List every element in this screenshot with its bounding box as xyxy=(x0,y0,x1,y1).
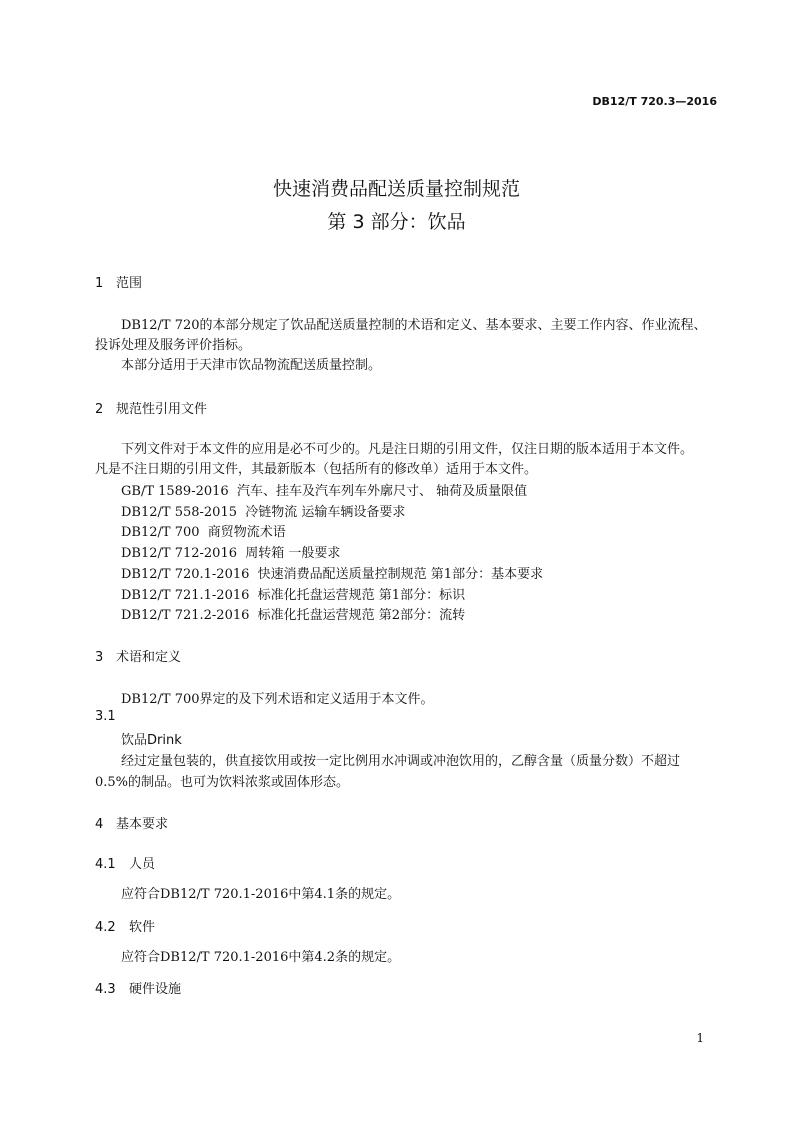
section-4-heading xyxy=(95,813,168,832)
subsection-number: 4.2 xyxy=(95,920,116,935)
reference-item xyxy=(121,521,286,540)
section-number: 2 xyxy=(95,402,104,417)
section-title: 规范性引用文件 xyxy=(116,402,208,417)
section-title: 术语和定义 xyxy=(116,650,182,665)
reference-item xyxy=(121,480,527,499)
reference-code: GB/T 1589-2016 xyxy=(121,484,229,499)
reference-code: DB12/T 700 xyxy=(121,525,200,540)
reference-name: 标准化托盘运营规范 第1部分：标识 xyxy=(257,588,466,603)
subsection-4-2-heading xyxy=(95,916,155,935)
reference-item xyxy=(121,604,465,623)
reference-name: 冷链物流 运输车辆设备要求 xyxy=(245,505,406,520)
section-title: 基本要求 xyxy=(116,817,169,832)
reference-code: DB12/T 558-2015 xyxy=(121,505,237,520)
section-2-heading xyxy=(95,398,207,417)
page-number: 1 xyxy=(696,1031,704,1045)
subsection-title: 软件 xyxy=(129,920,156,935)
reference-name: 商贸物流术语 xyxy=(207,525,286,540)
reference-name: 标准化托盘运营规范 第2部分：流转 xyxy=(257,608,466,623)
paragraph: DB12/T 700界定的及下列术语和定义适用于本文件。 xyxy=(121,692,434,707)
subsection-number: 4.1 xyxy=(95,857,116,872)
paragraph: 应符合DB12/T 720.1-2016中第4.1条的规定。 xyxy=(121,887,401,902)
section-title: 范围 xyxy=(116,276,143,291)
reference-item xyxy=(121,501,405,520)
subsection-title: 人员 xyxy=(129,857,156,872)
standard-number: DB12/T 720.3—2016 xyxy=(592,95,717,108)
reference-item xyxy=(121,542,340,561)
term-number: 3.1 xyxy=(95,709,116,724)
term-definition-continuation: 0.5%的制品。也可为饮料浓浆或固体形态。 xyxy=(95,775,350,790)
section-number: 1 xyxy=(95,276,104,291)
subsection-4-3-heading xyxy=(95,978,181,997)
reference-name: 汽车、挂车及汽车列车外廓尺寸、 轴荷及质量限值 xyxy=(236,484,528,499)
paragraph: 本部分适用于天津市饮品物流配送质量控制。 xyxy=(121,358,382,373)
reference-code: DB12/T 712-2016 xyxy=(121,546,237,561)
section-1-heading xyxy=(95,272,142,291)
paragraph-continuation: 凡是不注日期的引用文件，其最新版本（包括所有的修改单）适用于本文件。 xyxy=(95,462,538,477)
section-number: 3 xyxy=(95,650,104,665)
term-name: 饮品Drink xyxy=(121,733,182,748)
reference-code: DB12/T 721.1-2016 xyxy=(121,588,250,603)
reference-code: DB12/T 721.2-2016 xyxy=(121,608,250,623)
subsection-number: 4.3 xyxy=(95,982,116,997)
section-3-heading xyxy=(95,646,181,665)
reference-name: 快速消费品配送质量控制规范 第1部分：基本要求 xyxy=(257,567,544,582)
paragraph: 下列文件对于本文件的应用是必不可少的。凡是注日期的引用文件，仅注日期的版本适用于本文件。 xyxy=(121,442,694,457)
document-title: 快速消费品配送质量控制规范 xyxy=(272,178,520,200)
term-definition: 经过定量包装的，供直接饮用或按一定比例用水冲调或冲泡饮用的，乙醇含量（质量分数）不超过 xyxy=(121,754,681,769)
reference-item xyxy=(121,584,465,603)
reference-name: 周转箱 一般要求 xyxy=(245,546,341,561)
paragraph-continuation: 投诉处理及服务评价指标。 xyxy=(95,338,252,353)
paragraph: DB12/T 720的本部分规定了饮品配送质量控制的术语和定义、基本要求、主要工作内容、作业流程、 xyxy=(121,318,707,333)
subsection-title: 硬件设施 xyxy=(129,982,182,997)
subsection-4-1-heading xyxy=(95,853,155,872)
section-number: 4 xyxy=(95,817,104,832)
reference-item xyxy=(121,563,543,582)
document-subtitle: 第 3 部分：饮品 xyxy=(327,211,466,233)
reference-code: DB12/T 720.1-2016 xyxy=(121,567,250,582)
paragraph: 应符合DB12/T 720.1-2016中第4.2条的规定。 xyxy=(121,950,401,965)
